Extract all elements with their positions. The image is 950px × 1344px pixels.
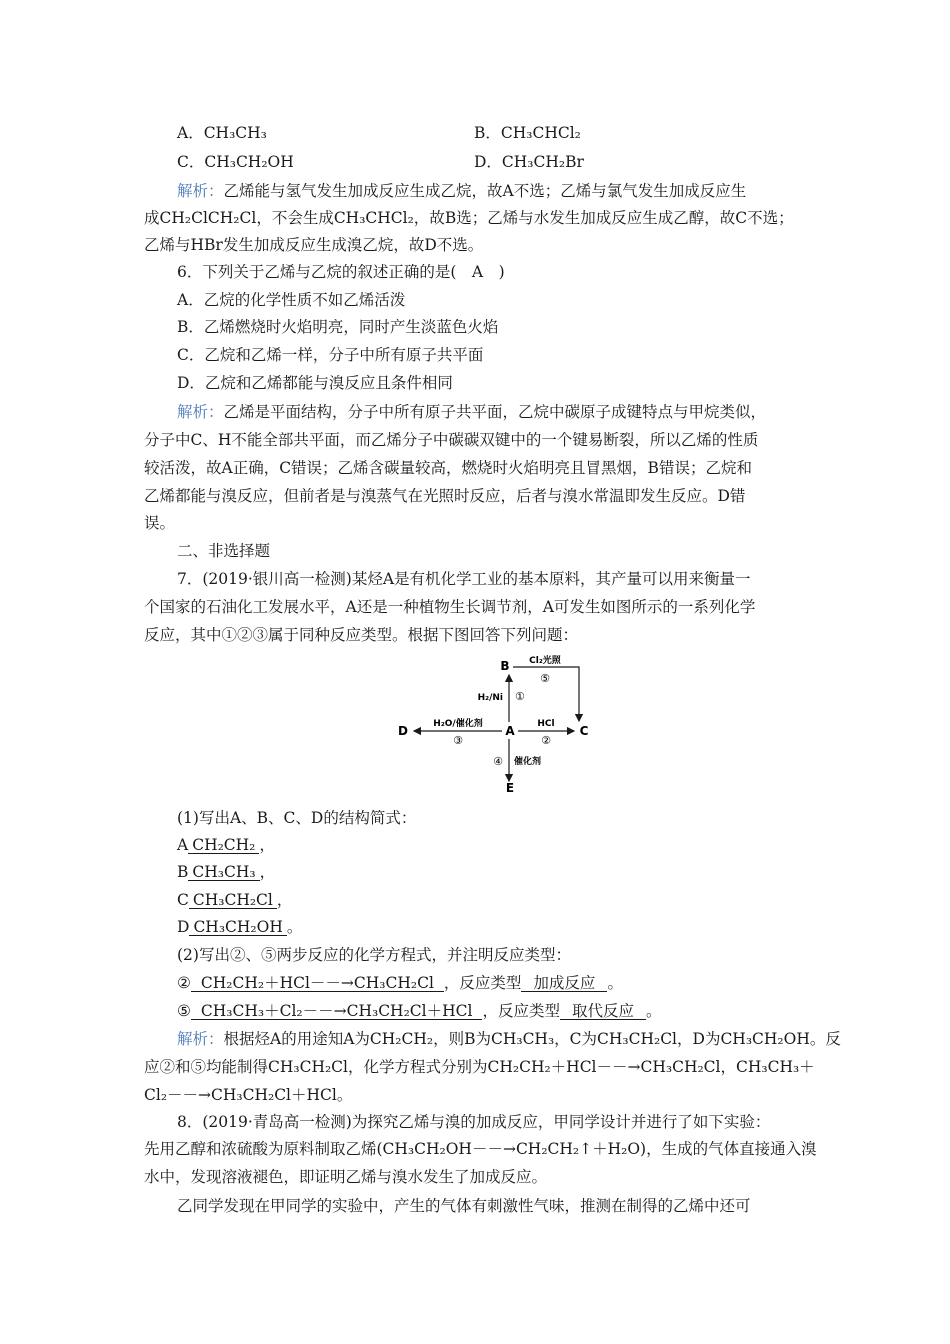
- explanation-label: 解析：: [177, 1030, 224, 1048]
- explanation-line: [177, 402, 766, 422]
- equation-blank: CH₂CH₂＋HCl－－→CH₃CH₂Cl: [191, 975, 444, 992]
- explanation-label: 解析：: [177, 182, 224, 200]
- explanation-text: 根据烃A的用途知A为CH₂CH₂，则B为CH₃CH₃，C为CH₃CH₂Cl，D为CH₃CH₂OH。反: [223, 1030, 841, 1048]
- equation-number: ②: [177, 974, 191, 992]
- answer-punct: ，: [276, 891, 293, 909]
- reaction-type-blank: 取代反应: [560, 1003, 646, 1020]
- node-e: E: [505, 781, 515, 795]
- answer-blank: CH₂CH₂: [188, 837, 259, 854]
- answer-blank: CH₃CH₂Cl: [189, 892, 277, 909]
- equation-line-2: [177, 973, 623, 993]
- equation-punct: 。: [607, 974, 623, 992]
- node-a: A: [505, 724, 515, 738]
- label-ad-condition: H₂O/催化剂: [433, 719, 483, 729]
- reaction-diagram: [390, 655, 620, 805]
- label-ac-number: ②: [541, 734, 551, 747]
- subquestion-stem: (2)写出②、⑤两步反应的化学方程式，并注明反应类型：: [177, 946, 571, 964]
- answer-line-b: [177, 862, 275, 882]
- answer-line-c: [177, 890, 292, 910]
- label-ae-number: ④: [493, 755, 503, 768]
- explanation-line: 乙烯都能与溴反应，但前者是与溴蒸气在光照时反应，后者与溴水常温即发生反应。D错: [144, 487, 746, 505]
- equation-line-5: [177, 1001, 661, 1021]
- option-a: A．CH₃CH₃: [177, 124, 267, 142]
- answer-punct: ，: [259, 863, 276, 881]
- question-stem: 先用乙醇和浓硫酸为原料制取乙烯(CH₃CH₂OH－－→CH₂CH₂↑＋H₂O)，生成的气体直接通入溴: [144, 1140, 817, 1158]
- equation-text: ，反应类型: [482, 1002, 560, 1020]
- question-stem: 个国家的石油化工发展水平，A还是一种植物生长调节剂，A可发生如图所示的一系列化学: [144, 598, 756, 616]
- option-c: C．乙烷和乙烯一样，分子中所有原子共平面: [177, 346, 484, 364]
- section-heading: 二、非选择题: [177, 542, 271, 560]
- answer-label: C: [177, 891, 189, 909]
- question-stem: 反应，其中①②③属于同种反应类型。根据下图回答下列问题：: [144, 626, 579, 644]
- equation-blank: CH₃CH₃＋Cl₂－－→CH₃CH₂Cl＋HCl: [191, 1003, 483, 1020]
- question-stem: 6．下列关于乙烯与乙烷的叙述正确的是( A ): [177, 263, 505, 281]
- node-c: C: [579, 724, 589, 738]
- label-ab-condition: H₂/Ni: [477, 693, 503, 703]
- answer-line-d: [177, 917, 302, 937]
- equation-text: ，反应类型: [443, 974, 522, 992]
- answer-line-a: [177, 835, 275, 855]
- equation-punct: 。: [645, 1002, 662, 1020]
- explanation-line: Cl₂－－→CH₃CH₂Cl＋HCl。: [144, 1086, 353, 1104]
- label-ab-number: ①: [515, 690, 525, 703]
- option-b: B．CH₃CHCl₂: [474, 124, 581, 142]
- answer-label: D: [177, 918, 190, 936]
- label-bc-number: ⑤: [540, 672, 550, 685]
- label-ad-number: ③: [453, 734, 463, 747]
- explanation-line: 较活泼，故A正确，C错误；乙烯含碳量较高，燃烧时火焰明亮且冒黑烟，B错误；乙烷和: [144, 459, 752, 477]
- answer-punct: ，: [259, 836, 275, 854]
- label-ae-condition: 催化剂: [514, 757, 542, 767]
- explanation-line: 乙烯与HBr发生加成反应生成溴乙烷，故D不选。: [144, 236, 484, 254]
- explanation-line: 分子中C、H不能全部共平面，而乙烯分子中碳碳双键中的一个键易断裂，所以乙烯的性质: [144, 431, 759, 449]
- answer-label: B: [177, 863, 189, 881]
- explanation-line: 误。: [144, 514, 176, 532]
- explanation-line: 应②和⑤均能制得CH₃CH₂Cl，化学方程式分别为CH₂CH₂＋HCl－－→CH₃CH₂Cl，CH₃CH₃＋: [144, 1058, 815, 1076]
- option-d: D．乙烷和乙烯都能与溴反应且条件相同: [177, 374, 453, 392]
- explanation-text: 乙烯能与氢气发生加成反应生成乙烷，故A不选；乙烯与氯气发生加成反应生: [223, 182, 747, 200]
- node-b: B: [500, 659, 510, 673]
- question-stem: 乙同学发现在甲同学的实验中，产生的气体有刺激性气味，推测在制得的乙烯中还可: [177, 1197, 751, 1215]
- question-stem: 8．(2019·青岛高一检测)为探究乙烯与溴的加成反应，甲同学设计并进行了如下实验：: [177, 1113, 771, 1131]
- subquestion-stem: (1)写出A、B、C、D的结构简式：: [177, 809, 417, 827]
- explanation-line: 成CH₂ClCH₂Cl，不会生成CH₃CHCl₂，故B选；乙烯与水发生加成反应生成乙醇，故C不选；: [144, 209, 794, 227]
- question-stem: 水中，发现溶液褪色，即证明乙烯与溴水发生了加成反应。: [144, 1168, 548, 1186]
- question-stem: 7．(2019·银川高一检测)某烃A是有机化学工业的基本原料，其产量可以用来衡量一: [177, 570, 751, 588]
- option-d: D．CH₃CH₂Br: [474, 153, 584, 171]
- label-bc-condition: Cl₂光照: [529, 656, 561, 666]
- explanation-line: [177, 181, 746, 201]
- explanation-label: 解析：: [177, 403, 224, 421]
- explanation-text: 乙烯是平面结构，分子中所有原子共平面，乙烷中碳原子成键特点与甲烷类似，: [223, 403, 767, 421]
- explanation-line: [177, 1029, 841, 1049]
- equation-number: ⑤: [177, 1002, 191, 1020]
- option-b: B．乙烯燃烧时火焰明亮，同时产生淡蓝色火焰: [177, 318, 499, 336]
- answer-blank: CH₃CH₂OH: [189, 919, 286, 936]
- option-a: A．乙烷的化学性质不如乙烯活泼: [177, 291, 406, 309]
- reaction-type-blank: 加成反应: [521, 975, 607, 992]
- answer-punct: 。: [286, 918, 303, 936]
- answer-blank: CH₃CH₃: [188, 864, 259, 881]
- answer-label: A: [177, 836, 189, 854]
- option-c: C．CH₃CH₂OH: [177, 153, 294, 171]
- node-d: D: [398, 724, 408, 738]
- label-ac-condition: HCl: [537, 719, 555, 729]
